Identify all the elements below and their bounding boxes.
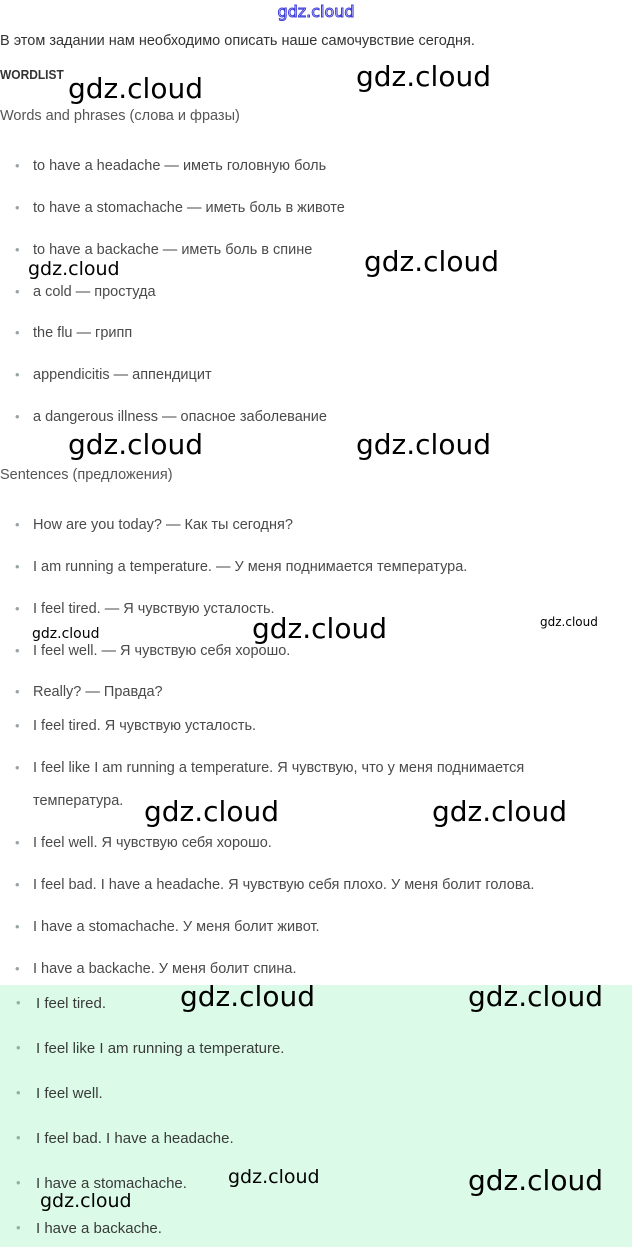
watermark: gdz.cloud bbox=[468, 980, 603, 1013]
watermark: gdz.cloud bbox=[432, 795, 567, 828]
bullet-icon: • bbox=[15, 517, 20, 532]
bullet-icon: • bbox=[15, 325, 20, 340]
watermark: gdz.cloud bbox=[40, 1190, 132, 1212]
list-item-text: a cold — простуда bbox=[33, 284, 156, 300]
list-item-text: I am running a temperature. — У меня поднимается температура. bbox=[33, 559, 468, 575]
bullet-icon: • bbox=[15, 684, 20, 699]
list-item-text: How are you today? — Как ты сегодня? bbox=[33, 517, 293, 533]
watermark: gdz.cloud bbox=[144, 795, 279, 828]
list-item-text: to have a backache — иметь боль в спине bbox=[33, 242, 313, 258]
list-item bbox=[15, 643, 291, 659]
list-item bbox=[15, 919, 320, 935]
list-item bbox=[15, 367, 212, 383]
watermark: gdz.cloud bbox=[356, 60, 491, 93]
list-item-text: I feel like I am running a temperature. Я чувствую, что у меня поднимается bbox=[33, 760, 525, 776]
sentences-heading: Sentences (предложения) bbox=[0, 467, 173, 483]
answer-text: I feel like I am running a temperature. bbox=[36, 1040, 285, 1057]
answer-text: I feel well. bbox=[36, 1085, 103, 1102]
list-item bbox=[15, 601, 275, 617]
list-item-text: Really? — Правда? bbox=[33, 684, 163, 700]
list-item-text: I have a backache. У меня болит спина. bbox=[33, 961, 297, 977]
bullet-icon: • bbox=[15, 919, 20, 934]
bullet-icon: • bbox=[15, 718, 20, 733]
list-item bbox=[15, 718, 257, 734]
list-item-text: appendicitis — аппендицит bbox=[33, 367, 212, 383]
answer-text: I have a stomachache. bbox=[36, 1175, 187, 1192]
answer-item bbox=[16, 1085, 103, 1102]
bullet-icon: • bbox=[16, 1085, 21, 1100]
answer-item bbox=[16, 1040, 285, 1057]
bullet-icon: • bbox=[16, 995, 21, 1010]
intro-text: В этом задании нам необходимо описать наше самочувствие сегодня. bbox=[0, 33, 475, 49]
watermark: gdz.cloud bbox=[468, 1164, 603, 1197]
list-item-text: температура. bbox=[33, 793, 124, 809]
watermark: gdz.cloud bbox=[68, 72, 203, 105]
list-item bbox=[15, 284, 156, 300]
bullet-icon: • bbox=[15, 643, 20, 658]
watermark: gdz.cloud bbox=[28, 258, 120, 280]
list-item bbox=[15, 517, 293, 533]
watermark: gdz.cloud bbox=[68, 428, 203, 461]
list-item-text: I feel tired. Я чувствую усталость. bbox=[33, 718, 257, 734]
answer-item bbox=[16, 995, 107, 1012]
list-item-text: the flu — грипп bbox=[33, 325, 133, 341]
bullet-icon: • bbox=[15, 242, 20, 257]
bullet-icon: • bbox=[15, 760, 20, 775]
list-item-text: I have a stomachache. У меня болит живот. bbox=[33, 919, 320, 935]
list-item-text: I feel well. Я чувствую себя хорошо. bbox=[33, 835, 272, 851]
list-item bbox=[15, 200, 345, 216]
bullet-icon: • bbox=[15, 877, 20, 892]
bullet-icon: • bbox=[15, 158, 20, 173]
list-item-text: I feel bad. I have a headache. Я чувствую себя плохо. У меня болит голова. bbox=[33, 877, 535, 893]
bullet-icon: • bbox=[15, 200, 20, 215]
answer-item bbox=[16, 1220, 162, 1237]
bullet-icon: • bbox=[16, 1130, 21, 1145]
list-item bbox=[15, 559, 468, 575]
watermark: gdz.cloud bbox=[540, 615, 598, 629]
watermark: gdz.cloud bbox=[228, 1166, 320, 1188]
list-item bbox=[15, 961, 297, 977]
list-item-text: I feel well. — Я чувствую себя хорошо. bbox=[33, 643, 291, 659]
bullet-icon: • bbox=[16, 1175, 21, 1190]
watermark: gdz.cloud bbox=[32, 626, 100, 642]
list-item bbox=[15, 242, 313, 258]
list-item bbox=[15, 877, 535, 893]
list-item bbox=[15, 760, 525, 776]
list-item-text: a dangerous illness — опасное заболевание bbox=[33, 409, 327, 425]
bullet-icon: • bbox=[15, 835, 20, 850]
answer-text: I feel bad. I have a headache. bbox=[36, 1130, 234, 1147]
list-item bbox=[15, 325, 133, 341]
watermark: gdz.cloud bbox=[252, 612, 387, 645]
bullet-icon: • bbox=[15, 409, 20, 424]
list-item-text: to have a stomachache — иметь боль в животе bbox=[33, 200, 345, 216]
bullet-icon: • bbox=[15, 559, 20, 574]
bullet-icon: • bbox=[15, 284, 20, 299]
list-item-text: I feel tired. — Я чувствую усталость. bbox=[33, 601, 275, 617]
bullet-icon: • bbox=[16, 1040, 21, 1055]
answer-item bbox=[16, 1130, 234, 1147]
bullet-icon: • bbox=[16, 1220, 21, 1235]
list-item-text: to have a headache — иметь головную боль bbox=[33, 158, 327, 174]
list-item bbox=[15, 684, 163, 700]
list-item bbox=[15, 409, 327, 425]
watermark: gdz.cloud bbox=[364, 245, 499, 278]
list-item-continuation bbox=[33, 793, 123, 809]
wordlist-title: WORDLIST bbox=[0, 67, 64, 82]
words-heading: Words and phrases (слова и фразы) bbox=[0, 108, 240, 124]
watermark: gdz.cloud bbox=[180, 980, 315, 1013]
bullet-icon: • bbox=[15, 601, 20, 616]
list-item bbox=[15, 158, 327, 174]
bullet-icon: • bbox=[15, 961, 20, 976]
header-watermark: gdz.cloud bbox=[277, 2, 355, 21]
answer-text: I have a backache. bbox=[36, 1220, 162, 1237]
answer-text: I feel tired. bbox=[36, 995, 107, 1012]
bullet-icon: • bbox=[15, 367, 20, 382]
watermark: gdz.cloud bbox=[356, 428, 491, 461]
list-item bbox=[15, 835, 272, 851]
